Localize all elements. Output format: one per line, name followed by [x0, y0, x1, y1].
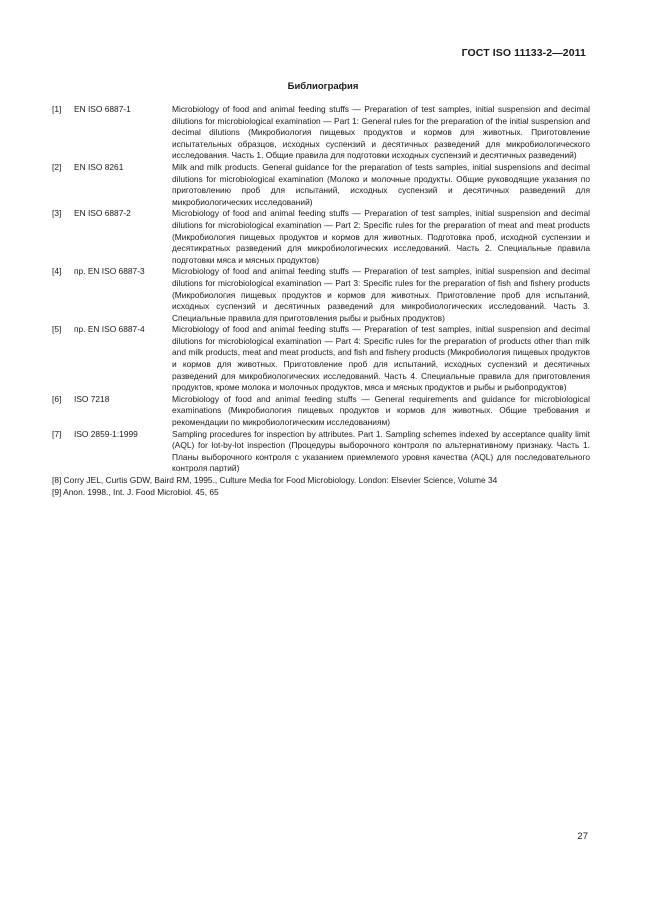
entry-standard-code: ISO 7218 [74, 393, 110, 404]
entry-number: [5] [52, 324, 62, 335]
entry-number: [3] [52, 208, 62, 219]
entry-number: [7] [52, 428, 62, 439]
reference-line-9: [9] Anon. 1998., Int. J. Food Microbiol. 45, 65 [52, 486, 219, 497]
bibliography-entry-5 [52, 324, 590, 394]
bibliography-list [52, 104, 590, 498]
entry-standard-code: EN ISO 8261 [74, 161, 124, 172]
entry-description: Milk and milk products. General guidance for the preparation of tests samples, initial suspensions and decimal dilutions for microbiological examination (Молоко и молочные продукты. Общие руководящие указания по приготовлению проб для испытаний, исходных суспензий и десятичных разведений для микробиологических исследований) [172, 161, 590, 207]
entry-standard-code: пр. EN ISO 6887-3 [74, 266, 145, 277]
reference-line-8: [8] Corry JEL, Curtis GDW, Baird RM, 1995., Culture Media for Food Microbiology. London: Elsevier Science, Volume 34 [52, 475, 498, 485]
entry-number: [6] [52, 393, 62, 404]
page-title: Библиография [287, 81, 359, 92]
entry-description: Microbiology of food and animal feeding stuffs — General requirements and guidance for microbiological examinations (Микробиология пищевых продуктов и кормов для животных. Общие требования и рекомендации по микробиологическим исследованиям) [172, 393, 590, 428]
entry-description: Microbiology of food and animal feeding stuffs — Preparation of test samples, initial suspension and decimal dilutions for microbiological examination — Part 3: Specific rules for the preparation of fish and fishery products (Микробиология пищевых продуктов и кормов для животных. Приготовление проб для испытаний, исходных суспензий и десятичных разведений для микробиологических исследований. Часть 3. Специальные правила для приготовления рыбы и рыбных продуктов) [172, 266, 590, 323]
entry-description: Microbiology of food and animal feeding stuffs — Preparation of test samples, initial suspension and decimal dilutions for microbiological examination — Part 1: General rules for the preparation of the initial suspension and decimal dilutions (Микробиология пищевых продуктов и кормов для животных. Приготовление испытательных образцов, исходных суспензий и десятичных разведений для микробиологического исследования. Часть 1. Общие правила для подготовки исходных суспензий и десятичных разведений) [172, 104, 590, 161]
bibliography-entry-3 [52, 208, 590, 266]
entry-description: Microbiology of food and animal feeding stuffs — Preparation of test samples, initial suspension and decimal dilutions for microbiological examination — Part 4: Specific rules for the preparation of products other than milk and milk products, meat and meat products, and fish and fishery products (Микробиология пищевых продуктов и кормов для животных. Приготовление проб для испытаний, исходных суспензий и десятичных разведений для микробиологических исследований. Часть 4. Специальные правила для приготовления продуктов, кроме молока и молочных продуктов, мяса и мясных продуктов и рыбы и рыбопродуктов) [172, 324, 590, 393]
entry-number: [1] [52, 104, 62, 114]
bibliography-entry-6 [52, 394, 590, 429]
entry-description: Microbiology of food and animal feeding stuffs — Preparation of test samples, initial suspension and decimal dilutions for microbiological examination — Part 2: Specific rules for the preparation of meat and meat products (Микробиология пищевых продуктов и кормов для животных. Подготовка проб, исходной суспензии и десятикратных разведений для микробиологических исследований. Часть 2. Специальные правила подготовки мяса и мясных продуктов) [172, 208, 590, 265]
entry-number: [4] [52, 266, 62, 277]
entry-standard-code: EN ISO 6887-2 [74, 208, 131, 219]
entry-description: Sampling procedures for inspection by attributes. Part 1. Sampling schemes indexed by acceptance quality limit (AQL) for lot-by-lot inspection (Процедуры выборочного контроля по альтернативному признаку. Часть 1. Планы выборочного контроля с указанием приемлемого уровня качества (AQL) для последовательного контроля партий) [172, 428, 590, 474]
entry-standard-code: пр. EN ISO 6887-4 [74, 324, 145, 335]
bibliography-entry-7 [52, 429, 590, 475]
bibliography-entry-4 [52, 266, 590, 324]
bibliography-entry-1 [52, 104, 590, 162]
entry-standard-code: ISO 2859-1:1999 [74, 428, 138, 439]
entry-number: [2] [52, 161, 62, 172]
document-code: ГОСТ ISO 11133-2—2011 [461, 47, 586, 59]
page-number: 27 [577, 831, 588, 842]
entry-standard-code: EN ISO 6887-1 [74, 104, 131, 114]
bibliography-entry-2 [52, 162, 590, 208]
